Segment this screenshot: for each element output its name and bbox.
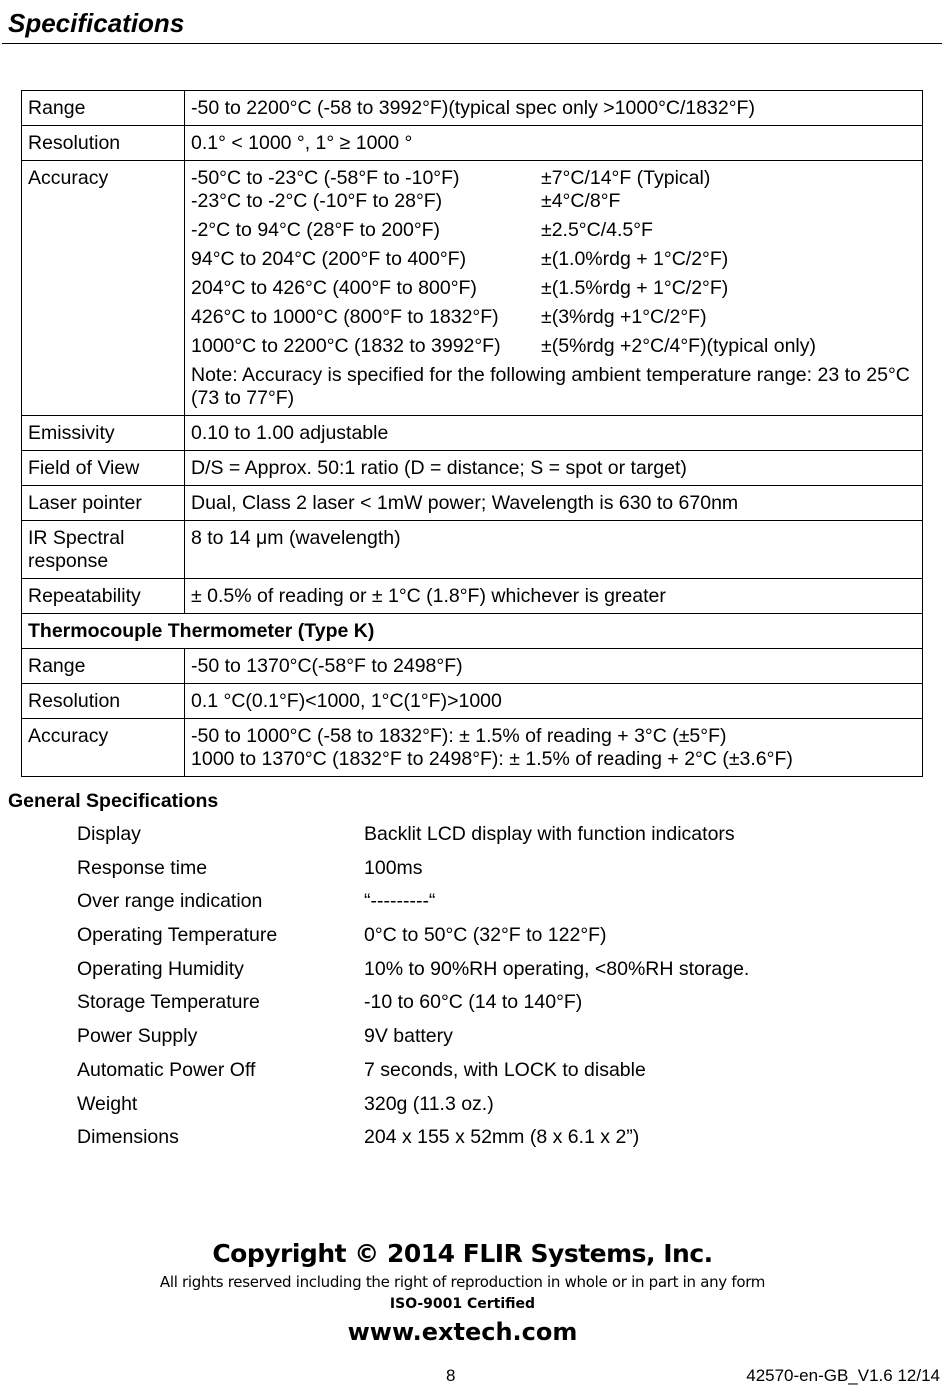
title-rule xyxy=(2,43,942,44)
spec-key: Automatic Power Off xyxy=(77,1058,256,1081)
table-row xyxy=(22,719,923,777)
accuracy-range: 94°C to 204°C (200°F to 400°F) xyxy=(191,248,467,270)
table-row xyxy=(22,579,923,614)
accuracy-range: -50°C to -23°C (-58°F to -10°F) xyxy=(191,167,460,189)
spec-val: “---------“ xyxy=(364,890,436,913)
spec-label: Repeatability xyxy=(22,579,185,614)
list-item xyxy=(77,823,749,857)
list-item xyxy=(77,1059,749,1093)
spec-key: Storage Temperature xyxy=(77,991,260,1014)
accuracy-note: Note: Accuracy is specified for the following ambient temperature range: 23 to 25°C (73 to 77°F) xyxy=(191,364,910,409)
spec-value: Dual, Class 2 laser < 1mW power; Wavelength is 630 to 670nm xyxy=(185,486,923,521)
table-row xyxy=(22,451,923,486)
accuracy-line xyxy=(191,219,916,242)
list-item xyxy=(77,958,749,992)
page-number: 8 xyxy=(446,1366,456,1385)
spec-label: Accuracy xyxy=(22,719,185,777)
spec-key: Operating Temperature xyxy=(77,924,278,947)
spec-label: Resolution xyxy=(22,126,185,161)
spec-value: 8 to 14 μm (wavelength) xyxy=(185,521,923,579)
table-row xyxy=(22,416,923,451)
spec-val: 100ms xyxy=(364,856,423,879)
spec-val: 10% to 90%RH operating, <80%RH storage. xyxy=(364,957,750,980)
spec-label: Range xyxy=(22,91,185,126)
iso-certification: ISO-9001 Certified xyxy=(389,1296,536,1312)
accuracy-range: 204°C to 426°C (400°F to 800°F) xyxy=(191,277,477,299)
spec-key: Display xyxy=(77,823,141,845)
section-row xyxy=(22,614,923,649)
spec-key: Response time xyxy=(77,856,208,879)
accuracy-tolerance: ±(1.0%rdg + 1°C/2°F) xyxy=(541,248,729,270)
general-specs-list xyxy=(77,823,749,1160)
accuracy-line xyxy=(191,277,916,300)
list-item xyxy=(77,857,749,891)
spec-val: 0°C to 50°C (32°F to 122°F) xyxy=(364,924,607,947)
table-row xyxy=(22,91,923,126)
spec-key: Dimensions xyxy=(77,1126,179,1149)
spec-label: Field of View xyxy=(22,451,185,486)
spec-key: Power Supply xyxy=(77,1025,198,1048)
spec-val: 204 x 155 x 52mm (8 x 6.1 x 2”) xyxy=(364,1126,640,1149)
accuracy-range: -23°C to -2°C (-10°F to 28°F) xyxy=(191,190,443,212)
accuracy-range: 1000°C to 2200°C (1832 to 3992°F) xyxy=(191,335,501,357)
accuracy-tolerance: ±2.5°C/4.5°F xyxy=(541,219,653,241)
spec-label: IR Spectral response xyxy=(22,521,185,579)
accuracy-range: 426°C to 1000°C (800°F to 1832°F) xyxy=(191,306,499,328)
general-specs-heading: General Specifications xyxy=(8,790,219,812)
accuracy-line xyxy=(191,335,916,358)
spec-value: 0.1° < 1000 °, 1° ≥ 1000 ° xyxy=(185,126,923,161)
spec-val: Backlit LCD display with function indicators xyxy=(364,823,735,845)
table-row xyxy=(22,649,923,684)
spec-table xyxy=(21,90,923,777)
accuracy-line: 1000 to 1370°C (1832°F to 2498°F): ± 1.5% of reading + 2°C (±3.6°F) xyxy=(191,748,793,770)
list-item xyxy=(77,1126,749,1160)
list-item xyxy=(77,924,749,958)
spec-value: -50 to 2200°C (-58 to 3992°F)(typical spec only >1000°C/1832°F) xyxy=(185,91,923,126)
website-link[interactable]: www.extech.com xyxy=(347,1318,578,1346)
accuracy-tolerance: ±7°C/14°F (Typical) xyxy=(541,167,711,189)
table-row xyxy=(22,126,923,161)
spec-value: ± 0.5% of reading or ± 1°C (1.8°F) whichever is greater xyxy=(185,579,923,614)
spec-label: Resolution xyxy=(22,684,185,719)
list-item xyxy=(77,1025,749,1059)
spec-value: -50 to 1370°C(-58°F to 2498°F) xyxy=(185,649,923,684)
accuracy-range: -2°C to 94°C (28°F to 200°F) xyxy=(191,219,441,241)
spec-label: Range xyxy=(22,649,185,684)
list-item xyxy=(77,991,749,1025)
accuracy-line: -50 to 1000°C (-58 to 1832°F): ± 1.5% of reading + 3°C (±5°F) xyxy=(191,725,727,747)
document-id: 42570-en-GB_V1.6 12/14 xyxy=(746,1366,940,1385)
rights-notice: All rights reserved including the right of reproduction in whole or in part in any form xyxy=(159,1273,766,1291)
spec-label: Emissivity xyxy=(22,416,185,451)
table-row xyxy=(22,521,923,579)
accuracy-tolerance: ±(5%rdg +2°C/4°F)(typical only) xyxy=(541,335,817,357)
spec-val: 320g (11.3 oz.) xyxy=(364,1092,494,1115)
accuracy-line xyxy=(191,167,916,190)
spec-val: 7 seconds, with LOCK to disable xyxy=(364,1058,646,1081)
accuracy-row xyxy=(22,161,923,416)
accuracy-tolerance: ±(3%rdg +1°C/2°F) xyxy=(541,306,707,328)
accuracy-line xyxy=(191,306,916,329)
page-title: Specifications xyxy=(8,8,185,38)
spec-label: Accuracy xyxy=(22,161,185,416)
spec-val: 9V battery xyxy=(364,1025,453,1048)
accuracy-line xyxy=(191,248,916,271)
accuracy-tolerance: ±(1.5%rdg + 1°C/2°F) xyxy=(541,277,729,299)
spec-value: D/S = Approx. 50:1 ratio (D = distance; S = spot or target) xyxy=(185,451,923,486)
spec-key: Weight xyxy=(77,1092,138,1115)
accuracy-tolerance: ±4°C/8°F xyxy=(541,190,621,212)
copyright-notice: Copyright © 2014 FLIR Systems, Inc. xyxy=(212,1239,713,1268)
spec-label: Laser pointer xyxy=(22,486,185,521)
spec-value: 0.1 °C(0.1°F)<1000, 1°C(1°F)>1000 xyxy=(185,684,923,719)
spec-key: Over range indication xyxy=(77,890,263,913)
spec-value xyxy=(185,719,923,777)
table-row xyxy=(22,486,923,521)
accuracy-line xyxy=(191,190,916,213)
spec-val: -10 to 60°C (14 to 140°F) xyxy=(364,991,583,1014)
accuracy-cell xyxy=(185,161,923,416)
spec-key: Operating Humidity xyxy=(77,957,244,980)
table-row xyxy=(22,684,923,719)
list-item xyxy=(77,890,749,924)
spec-value: 0.10 to 1.00 adjustable xyxy=(185,416,923,451)
list-item xyxy=(77,1093,749,1127)
section-heading: Thermocouple Thermometer (Type K) xyxy=(22,614,923,649)
